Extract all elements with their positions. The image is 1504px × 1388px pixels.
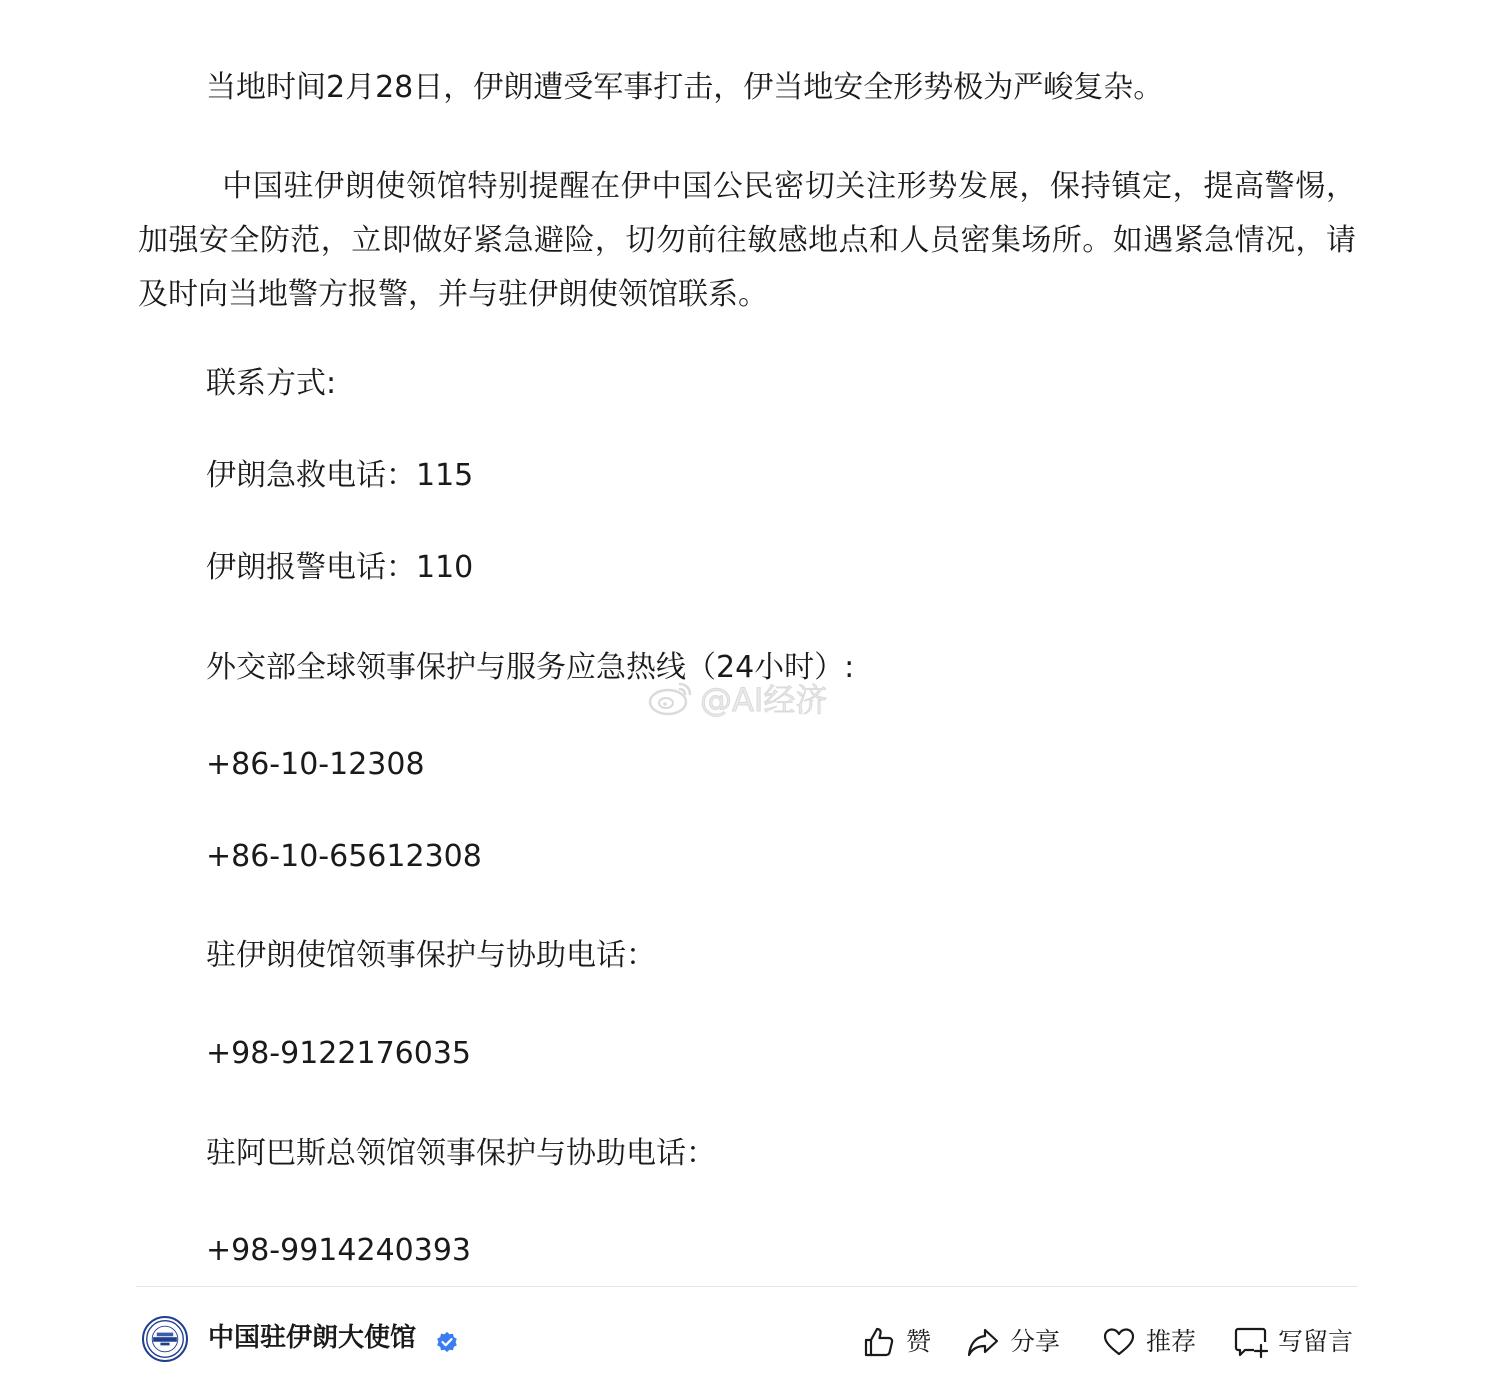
comment-button[interactable] bbox=[1234, 1324, 1353, 1360]
hotline-heading: 外交部全球领事保护与服务应急热线（24小时）: bbox=[206, 650, 855, 685]
embassy-phone: +98-9122176035 bbox=[206, 1036, 472, 1071]
footer-divider bbox=[136, 1286, 1358, 1287]
share-label: 分享 bbox=[1010, 1327, 1061, 1356]
recommend-label: 推荐 bbox=[1146, 1327, 1197, 1356]
share-icon bbox=[966, 1325, 1000, 1359]
weibo-icon bbox=[646, 678, 696, 718]
contact-heading: 联系方式: bbox=[206, 366, 337, 401]
embassy-heading: 驻伊朗使馆领事保护与协助电话： bbox=[206, 938, 656, 973]
recommend-button[interactable] bbox=[1102, 1324, 1196, 1360]
verified-badge-icon bbox=[436, 1331, 458, 1353]
comment-icon bbox=[1234, 1325, 1268, 1359]
paragraph-advisory bbox=[138, 160, 1356, 322]
thumbs-up-icon bbox=[862, 1325, 896, 1359]
hotline-number-2: +86-10-65612308 bbox=[206, 839, 482, 874]
consulate-heading: 驻阿巴斯总领馆领事保护与协助电话： bbox=[206, 1136, 716, 1171]
watermark bbox=[646, 676, 827, 720]
paragraph-advisory-text: 中国驻伊朗使领馆特别提醒在伊中国公民密切关注形势发展，保持镇定，提高警惕，加强安全防范，立即做好紧急避险，切勿前往敏感地点和人员密集场所。如遇紧急情况，请及时向当地警方报警，并与驻伊朗使领馆联系。 bbox=[138, 169, 1356, 312]
account-name[interactable]: 中国驻伊朗大使馆 bbox=[208, 1323, 417, 1353]
police-number: 伊朗报警电话：110 bbox=[206, 550, 474, 585]
watermark-text: @AI经济 bbox=[700, 681, 828, 719]
hotline-number-1: +86-10-12308 bbox=[206, 747, 425, 782]
like-label: 赞 bbox=[906, 1327, 932, 1356]
comment-label: 写留言 bbox=[1278, 1327, 1354, 1356]
heart-icon bbox=[1102, 1325, 1136, 1359]
share-button[interactable] bbox=[966, 1324, 1060, 1360]
account-avatar[interactable] bbox=[142, 1316, 188, 1362]
like-button[interactable] bbox=[862, 1324, 931, 1360]
post-footer bbox=[136, 1290, 1358, 1388]
consulate-phone: +98-9914240393 bbox=[206, 1233, 472, 1268]
paragraph-intro: 当地时间2月28日，伊朗遭受军事打击，伊当地安全形势极为严峻复杂。 bbox=[206, 70, 1164, 105]
ambulance-number: 伊朗急救电话：115 bbox=[206, 458, 474, 493]
